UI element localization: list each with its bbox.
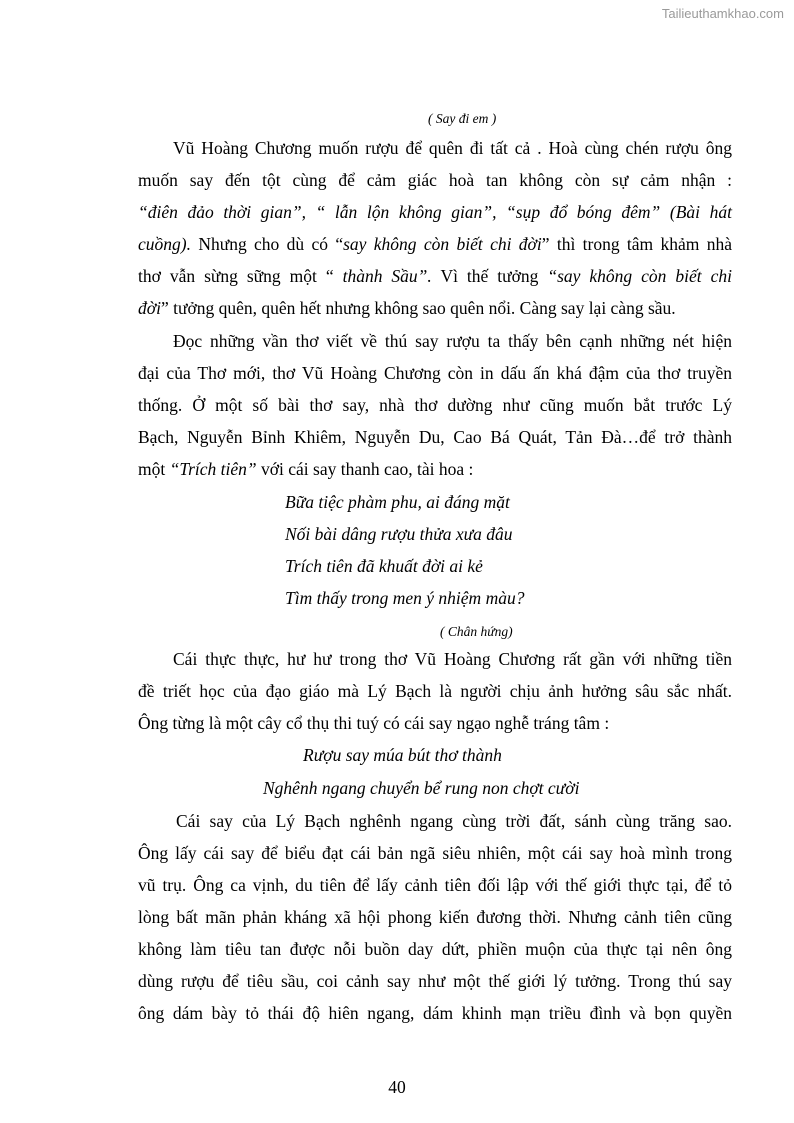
watermark: Tailieuthamkhao.com	[661, 6, 784, 21]
paragraph-line: Vũ Hoàng Chương muốn rượu để quên đi tất cả . Hoà cùng chén rượu ông	[173, 138, 732, 158]
inline-italic: cuồng).	[138, 234, 191, 254]
paragraph-line: Cái thực thực, hư hư trong thơ Vũ Hoàng Chương rất gần với những tiền	[173, 649, 732, 669]
verse-line: Rượu say múa bút thơ thành	[303, 745, 502, 765]
inline-text: ” tưởng quên, quên hết nhưng không sao quên nổi. Càng say lại càng sầu.	[160, 298, 676, 318]
inline-text: Vì thế tưởng	[431, 266, 548, 286]
paragraph-line: đại của Thơ mới, thơ Vũ Hoàng Chương còn in dấu ấn khá đậm của thơ truyền	[138, 363, 732, 383]
inline-text: ” thì trong tâm khảm nhà	[541, 234, 732, 254]
paragraph-line: Cái say của Lý Bạch nghênh ngang cùng trời đất, sánh cùng trăng sao.	[176, 811, 732, 831]
paragraph-line: “điên đảo thời gian”, “ lẫn lộn không gian”, “sụp đổ bóng đêm” (Bài hát	[138, 202, 732, 222]
paragraph-line: không làm tiêu tan được nỗi buồn day dứt, phiền muộn của thực tại nên ông	[138, 939, 732, 959]
inline-italic: “say không còn biết chi	[547, 266, 732, 286]
paragraph-line: Bạch, Nguyễn Bỉnh Khiêm, Nguyễn Du, Cao Bá Quát, Tản Đà…để trở thành	[138, 427, 732, 447]
paragraph-line: đề triết học của đạo giáo mà Lý Bạch là người chịu ảnh hưởng sâu sắc nhất.	[138, 681, 732, 701]
inline-italic: thành Sầu”.	[342, 266, 432, 286]
verse-line: Bữa tiệc phàm phu, ai đáng mặt	[285, 492, 510, 512]
inline-text: thơ vẫn sừng sững một “	[138, 266, 343, 286]
paragraph-line: Đọc những vần thơ viết về thú say rượu ta thấy bên cạnh những nét hiện	[173, 331, 732, 351]
paragraph-line: muốn say đến tột cùng để cảm giác hoà tan không còn sự cảm nhận :	[138, 170, 732, 190]
paragraph-line: vũ trụ. Ông ca vịnh, du tiên để lấy cảnh tiên đối lập với thế giới thực tại, để tỏ	[138, 875, 732, 895]
verse-line: Trích tiên đã khuất đời ai kẻ	[285, 556, 483, 576]
inline-italic: “Trích tiên”	[169, 459, 257, 479]
paragraph-line: thống. Ở một số bài thơ say, nhà thơ dường như cũng muốn bắt trước Lý	[138, 395, 732, 415]
inline-text: Nhưng cho dù có “	[190, 234, 344, 254]
paragraph-line: lòng bất mãn phản kháng xã hội phong kiến đương thời. Nhưng cảnh tiên cũng	[138, 907, 732, 927]
paragraph-line	[138, 297, 732, 319]
paragraph-line	[138, 265, 732, 287]
paragraph-line: Ông lấy cái say để biểu đạt cái bản ngã siêu nhiên, một cái say hoà mình trong	[138, 843, 732, 863]
source-citation: ( Say đi em )	[428, 111, 497, 126]
page-number: 40	[388, 1077, 406, 1097]
verse-line: Nghênh ngang chuyển bể rung non chợt cười	[263, 778, 580, 798]
verse-line: Tìm thấy trong men ý nhiệm màu?	[285, 588, 525, 608]
paragraph-line: ông dám bày tỏ thái độ hiên ngang, dám khinh mạn triều đình và bọn quyền	[138, 1003, 732, 1023]
inline-italic: đời	[138, 298, 161, 318]
paragraph-line: Ông từng là một cây cổ thụ thi tuý có cái say ngạo nghễ tráng tâm :	[138, 713, 610, 733]
source-citation: ( Chân hứng)	[440, 624, 513, 639]
inline-text: với cái say thanh cao, tài hoa :	[256, 459, 474, 479]
paragraph-line	[138, 233, 732, 255]
paragraph-line	[138, 458, 732, 480]
verse-line: Nối bài dâng rượu thửa xưa đâu	[285, 524, 513, 544]
inline-italic: say không còn biết chi đời	[343, 234, 542, 254]
inline-text: một	[138, 459, 170, 479]
paragraph-line: dùng rượu để tiêu sầu, coi cảnh say như một thế giới lý tưởng. Trong thú say	[138, 971, 732, 991]
